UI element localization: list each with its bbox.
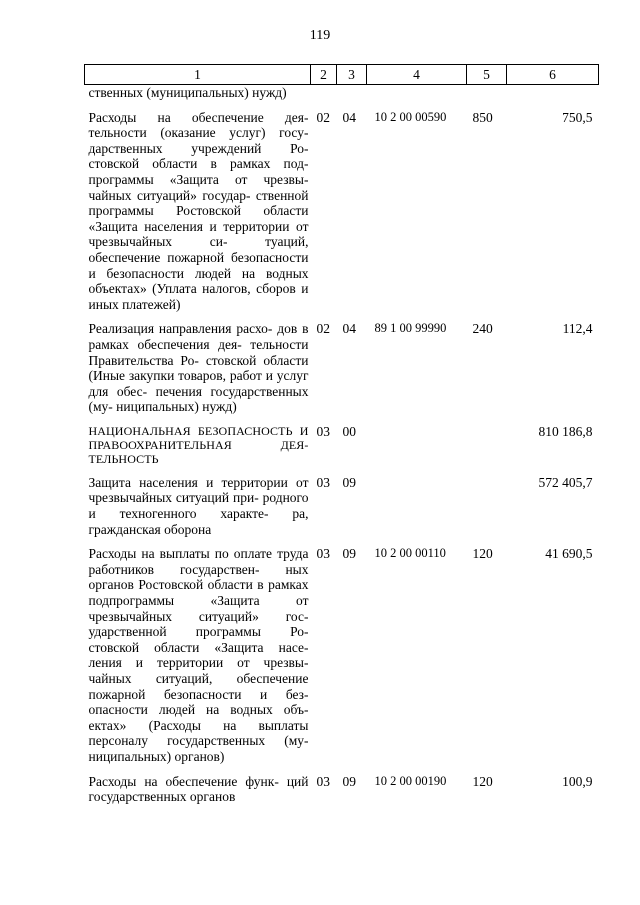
page-number: 119 <box>309 28 331 43</box>
description-line: опасности людей на водных объ- <box>88 702 309 718</box>
row-description <box>85 321 311 415</box>
table-row <box>85 475 599 537</box>
description-line: ектах» (Расходы на выплаты <box>88 717 309 733</box>
description-line: родного и техногенного характе- <box>88 490 309 522</box>
expense-type-code <box>467 424 507 466</box>
amount-value: 41 690,5 <box>545 546 593 562</box>
description-line: ственной программы Ростовской <box>88 187 309 219</box>
description-line: стовской области (Иные закупки <box>88 352 309 384</box>
description-line: Реализация направления расхо- <box>88 321 273 337</box>
header-col-1: 1 <box>85 65 311 85</box>
subsection-code <box>337 85 367 101</box>
amount-value: 100,9 <box>562 773 593 789</box>
description-line: труда работников государствен- <box>88 546 309 577</box>
table-row <box>85 321 599 415</box>
description-line: пожарной безопасности и без- <box>88 686 309 702</box>
target-article-code <box>367 424 467 466</box>
amount-value: 750,5 <box>562 109 593 125</box>
table-body <box>85 85 599 805</box>
subsection-code: 04 <box>342 109 356 125</box>
target-article-code <box>367 85 467 101</box>
description-line: ственных (муниципальных) <box>88 85 249 100</box>
description-line: ниципальных) органов) <box>88 748 225 764</box>
row-description <box>85 546 311 764</box>
header-col-4: 4 <box>367 65 467 85</box>
section-code: 03 <box>316 546 330 562</box>
subsection-code: 09 <box>342 773 356 789</box>
amount-value: 112,4 <box>562 321 593 337</box>
description-line: чайных ситуаций» государ- <box>88 187 251 203</box>
section-code: 03 <box>316 474 330 490</box>
description-line: Расходы на обеспечение дея- <box>88 109 309 125</box>
description-line: НАЦИОНАЛЬНАЯ БЕЗОПАСНОСТЬ <box>88 423 293 438</box>
description-line: области «Защита населения и <box>88 203 309 234</box>
row-description <box>85 110 311 313</box>
expense-type-code <box>467 85 507 101</box>
row-description <box>85 774 311 805</box>
table-row <box>85 85 599 101</box>
subsection-code: 00 <box>342 423 356 439</box>
subsection-code: 09 <box>342 546 356 562</box>
description-line: тельности (оказание услуг) госу- <box>88 125 309 141</box>
expense-type-code: 240 <box>472 321 493 337</box>
budget-table <box>84 64 599 805</box>
target-article-code: 10 2 00 00190 <box>374 773 447 788</box>
row-spacer <box>85 466 599 475</box>
header-col-5: 5 <box>467 65 507 85</box>
row-spacer <box>85 537 599 546</box>
expense-type-code: 120 <box>472 546 493 562</box>
row-description <box>85 85 311 101</box>
description-line: Защита населения и территории <box>88 474 288 490</box>
table-row <box>85 110 599 313</box>
description-line: тельности Правительства Ро- <box>88 336 309 368</box>
description-line: ТЕЛЬНОСТЬ <box>88 451 159 466</box>
table-row <box>85 424 599 466</box>
row-spacer <box>85 765 599 774</box>
amount-value <box>507 85 599 101</box>
description-line: ниципальных) нужд) <box>116 399 237 415</box>
target-article-code: 10 2 00 00110 <box>374 546 446 561</box>
description-line: Расходы на обеспечение функ- <box>88 773 279 789</box>
table-row <box>85 774 599 805</box>
row-spacer <box>85 415 599 424</box>
description-line: стовской области в рамках под- <box>88 156 309 172</box>
expense-type-code: 120 <box>472 773 493 789</box>
description-line: ра, гражданская оборона <box>88 506 309 537</box>
amount-value: 572 405,7 <box>538 474 593 490</box>
row-spacer <box>85 101 599 110</box>
description-line: программы «Защита от чрезвы- <box>88 171 309 187</box>
section-code: 02 <box>316 321 330 337</box>
description-line: от чрезвычайных ситуаций при- <box>88 474 309 506</box>
description-line: в рамках подпрограммы «Защита <box>88 577 309 609</box>
table-header-row <box>85 65 599 85</box>
expense-type-code <box>467 475 507 537</box>
description-line: нужд) <box>252 85 287 100</box>
description-line: И ПРАВООХРАНИТЕЛЬНАЯ ДЕЯ- <box>88 423 309 452</box>
row-description <box>85 475 311 537</box>
target-article-code <box>367 475 467 537</box>
section-code: 03 <box>316 773 330 789</box>
expense-type-code: 850 <box>472 109 493 125</box>
description-line: персоналу государственных (му- <box>88 733 309 749</box>
description-line: товаров, работ и услуг для обес- <box>88 368 309 399</box>
amount-value: 810 186,8 <box>538 423 593 439</box>
description-line: дов в рамках обеспечения дея- <box>88 321 309 352</box>
description-line: ных органов Ростовской области <box>88 561 309 593</box>
section-code <box>311 85 337 101</box>
description-line: стовской области «Защита насе- <box>88 639 309 655</box>
description-line: чайных ситуаций, обеспечение <box>88 671 309 686</box>
subsection-code: 09 <box>342 474 356 490</box>
description-line: ударственной программы Ро- <box>88 624 309 640</box>
description-line: безопасности и безопасности <box>88 249 309 281</box>
description-line: Расходы на выплаты по оплате <box>88 546 273 562</box>
target-article-code: 10 2 00 00590 <box>374 109 447 124</box>
description-line: территории от чрезвычайных си- <box>88 218 309 250</box>
target-article-code: 89 1 00 99990 <box>374 321 447 336</box>
section-code: 02 <box>316 109 330 125</box>
section-code: 03 <box>316 423 330 439</box>
header-col-2: 2 <box>311 65 337 85</box>
subsection-code: 04 <box>342 321 356 337</box>
row-description <box>85 424 311 466</box>
description-line: печения государственных (му- <box>88 383 309 415</box>
description-line: ления и территории от чрезвы- <box>88 655 309 671</box>
description-line: от чрезвычайных ситуаций» гос- <box>88 593 309 624</box>
description-line: людей на водных объектах» <box>88 265 309 297</box>
header-col-6: 6 <box>507 65 599 85</box>
description-line: (Уплата налогов, сборов и иных <box>88 281 309 312</box>
header-col-3: 3 <box>337 65 367 85</box>
row-spacer <box>85 312 599 321</box>
description-line: туаций, обеспечение пожарной <box>88 234 309 265</box>
description-line: дарственных учреждений Ро- <box>88 140 309 156</box>
description-line: платежей) <box>122 296 181 312</box>
table-row <box>85 546 599 764</box>
description-line: ций государственных органов <box>88 773 309 805</box>
